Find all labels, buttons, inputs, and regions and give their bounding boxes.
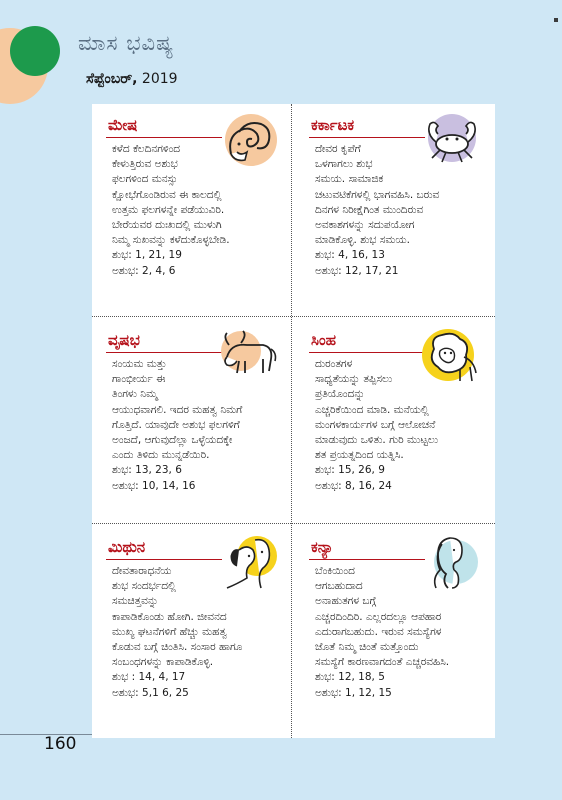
text-line: ಎಚ್ಚರದಿಂದಿರಿ. ಎಲ್ಲರದಲ್ಲೂ ಆಪಹಾರ (315, 610, 442, 623)
sign-underline (309, 559, 425, 560)
sign-card-karkataka (295, 104, 490, 309)
sign-underline (106, 352, 222, 353)
text-line: ಮಂಗಳಕಾರ್ಯಗಳ ಬಗ್ಗೆ ಆಲೋಚನೆ (315, 418, 436, 431)
text-line: ಜೊತೆ ನಿಮ್ಮ ಚಿಂತೆ ಮತ್ತೊಂದು (315, 641, 419, 654)
text-line: ಸಮಸ್ಯೆಗೆ ಕಾರಣವಾಗದಂತೆ ಎಚ್ಚರವಹಿಸಿ. (315, 656, 450, 669)
sign-text (112, 142, 284, 279)
text-line: ದಿನಗಳ ನಿರೀಕ್ಷೆಗಿಂತ ಮುಂದಿರುವ (315, 203, 424, 216)
horizontal-divider (92, 316, 495, 317)
lucky-numbers: ಶುಭ: 13, 23, 6 (112, 464, 182, 477)
page-title: ಮಾಸ ಭವಿಷ್ಯ (78, 31, 175, 55)
text-line: ಉತ್ತಮ ಫಲಗಳನ್ನೇ ಪಡೆಯುವಿರಿ. (112, 203, 225, 216)
sign-text (315, 142, 487, 279)
text-line: ದುರಂತಗಳ (315, 358, 353, 370)
text-line: ಆಗಬಹುದಾದ (315, 580, 363, 593)
text-line: ತಿಂಗಳು ನಿಮ್ಮ (112, 388, 158, 401)
text-line: ಮಾಡುವುದು ಒಳಿತು. ಗುರಿ ಮುಟ್ಟಲು (315, 434, 439, 447)
lucky-numbers: ಶುಭ: 1, 21, 19 (112, 249, 182, 262)
sign-text (315, 564, 487, 701)
page-number: 160 (44, 734, 77, 754)
month-heading (86, 71, 178, 87)
sign-text (315, 357, 487, 494)
text-line: ಫಲಗಳಿಂದ ಮನಸ್ಸು (112, 173, 178, 186)
lucky-numbers: ಶುಭ: 15, 26, 9 (315, 464, 385, 477)
sign-card-simha (295, 319, 490, 524)
unlucky-numbers: ಅಶುಭ: 2, 4, 6 (112, 264, 176, 277)
text-line: ಎಚ್ಚರಿಕೆಯಿಂದ ಮಾಡಿ. ಮನೆಯಲ್ಲಿ (315, 403, 429, 416)
lucky-numbers: ಶುಭ: 12, 18, 5 (315, 671, 385, 684)
year-label: 2019 (137, 71, 178, 87)
vertical-divider (291, 104, 292, 738)
sign-card-mithuna (92, 526, 287, 731)
unlucky-numbers: ಅಶುಭ: 1, 12, 15 (315, 686, 392, 699)
text-line: ಸಮಯ. ಸಾಮಾಜಿಕ (315, 173, 384, 186)
text-line: ಆಯುಧವಾಗಲಿ. ಇದರ ಮಹತ್ವ ನಿಮಗೆ (112, 403, 243, 416)
text-line: ಅಂಜದೆ, ಆಗುವುದೆಲ್ಲಾ ಒಳ್ಳೆಯದಕ್ಕೇ (112, 434, 233, 447)
lucky-numbers: ಶುಭ: 4, 16, 13 (315, 249, 385, 262)
text-line: ದೇವತಾರಾಧನೆಯ (112, 565, 172, 577)
unlucky-numbers: ಅಶುಭ: 12, 17, 21 (315, 264, 399, 277)
text-line: ಬೇರೆಯವರ ದುಃಖದಲ್ಲಿ ಮುಳುಗಿ (112, 219, 222, 232)
sign-card-kanya (295, 526, 490, 731)
text-line: ಕೇಳುತ್ತಿರುವ ಅಶುಭ (112, 158, 178, 171)
text-line: ಬೆಂಕಿಯಿಂದ (315, 565, 355, 577)
sign-underline (309, 137, 425, 138)
text-line: ಪ್ರತಿಯೊಂದನ್ನು (315, 388, 365, 401)
sign-name: ಕರ್ಕಾಟಕ (311, 116, 355, 134)
text-line: ಗಾಂಭೀರ್ಯ ಈ (112, 373, 166, 386)
unlucky-numbers: ಅಶುಭ: 8, 16, 24 (315, 479, 392, 492)
text-line: ಸಮಚಿತ್ತವನ್ನು (112, 595, 159, 608)
text-line: ಸಾಧ್ಯತೆಯನ್ನು ತಪ್ಪಿಸಲು (315, 373, 393, 386)
month-label: ಸೆಪ್ಟೆಂಬರ್, (86, 71, 138, 87)
sign-card-vrishabha (92, 319, 287, 524)
text-line: ನಿಮ್ಮ ಸುಖವನ್ನು ಕಳೆದುಕೊಳ್ಳಬೇಡಿ. (112, 234, 230, 247)
text-line: ಒಳಗಾಗಲು ಶುಭ (315, 158, 373, 171)
text-line: ಎಂದು ತಿಳಿದು ಮುನ್ನಡೆಯಿರಿ. (112, 449, 210, 462)
horoscope-panel (92, 104, 495, 738)
text-line: ಶುಭ ಸಂದರ್ಭದಲ್ಲಿ (112, 580, 176, 593)
text-line: ದೇವರ ಕೃಪೆಗೆ (315, 143, 361, 155)
text-line: ಚಟುವಟಿಕೆಗಳಲ್ಲಿ ಭಾಗವಹಿಸಿ. ಬರುವ (315, 188, 440, 201)
sign-underline (106, 137, 222, 138)
sign-name: ಕನ್ಯಾ (311, 538, 334, 556)
text-line: ಸಂಯಮ ಮತ್ತು (112, 358, 167, 370)
sign-text (112, 564, 284, 701)
sign-underline (309, 352, 425, 353)
sign-name: ಮಿಥುನ (108, 538, 146, 556)
decorative-green-circle (10, 26, 60, 76)
text-line: ಕಳೆದ ಕೆಲದಿನಗಳಿಂದ (112, 143, 181, 155)
sign-text (112, 357, 284, 494)
text-line: ಮುಖ್ಯ ಘಟನೆಗಳಿಗೆ ಹೆಚ್ಚು ಮಹತ್ವ (112, 625, 227, 638)
sign-name: ಸಿಂಹ (311, 331, 337, 349)
text-line: ಶತ ಪ್ರಯತ್ನದಿಂದ ಯತ್ನಿಸಿ. (315, 449, 404, 462)
text-line: ಎದುರಾಗಬಹುದು. ಇರುವ ಸಮಸ್ಯೆಗಳ (315, 625, 442, 638)
text-line: ಕೊಡುವ ಬಗ್ಗೆ ಚಿಂತಿಸಿ. ಸಂಸಾರ ಹಾಗೂ (112, 641, 243, 654)
sign-card-mesha (92, 104, 287, 309)
text-line: ಸಂಬಂಧಗಳನ್ನು ಕಾಪಾಡಿಕೊಳ್ಳಿ. (112, 656, 214, 669)
corner-mark (554, 18, 558, 22)
sign-name: ಮೇಷ (108, 116, 138, 134)
sign-underline (106, 559, 222, 560)
text-line: ಮಾಡಿಕೊಳ್ಳಿ. ಶುಭ ಸಮಯ. (315, 234, 410, 247)
text-line: ಗೊತ್ತಿದೆ. ಯಾವುದೇ ಅಶುಭ ಫಲಗಳಿಗೆ (112, 418, 240, 431)
text-line: ಕಾಪಾಡಿಕೊಂಡು ಹೋಗಿ. ಜೀವನದ (112, 610, 227, 623)
lucky-numbers: ಶುಭ : 14, 4, 17 (112, 671, 186, 684)
unlucky-numbers: ಅಶುಭ: 5,1 6, 25 (112, 686, 189, 699)
text-line: ಕ್ಷೋಭೆಗೊಂಡಿರುವ ಈ ಕಾಲದಲ್ಲಿ (112, 188, 222, 201)
unlucky-numbers: ಅಶುಭ: 10, 14, 16 (112, 479, 196, 492)
text-line: ಅನಾಹುತಗಳ ಬಗ್ಗೆ (315, 595, 377, 608)
sign-name: ವೃಷಭ (108, 331, 140, 349)
text-line: ಅವಕಾಶಗಳನ್ನು ಸದುಪಯೋಗ (315, 219, 415, 232)
